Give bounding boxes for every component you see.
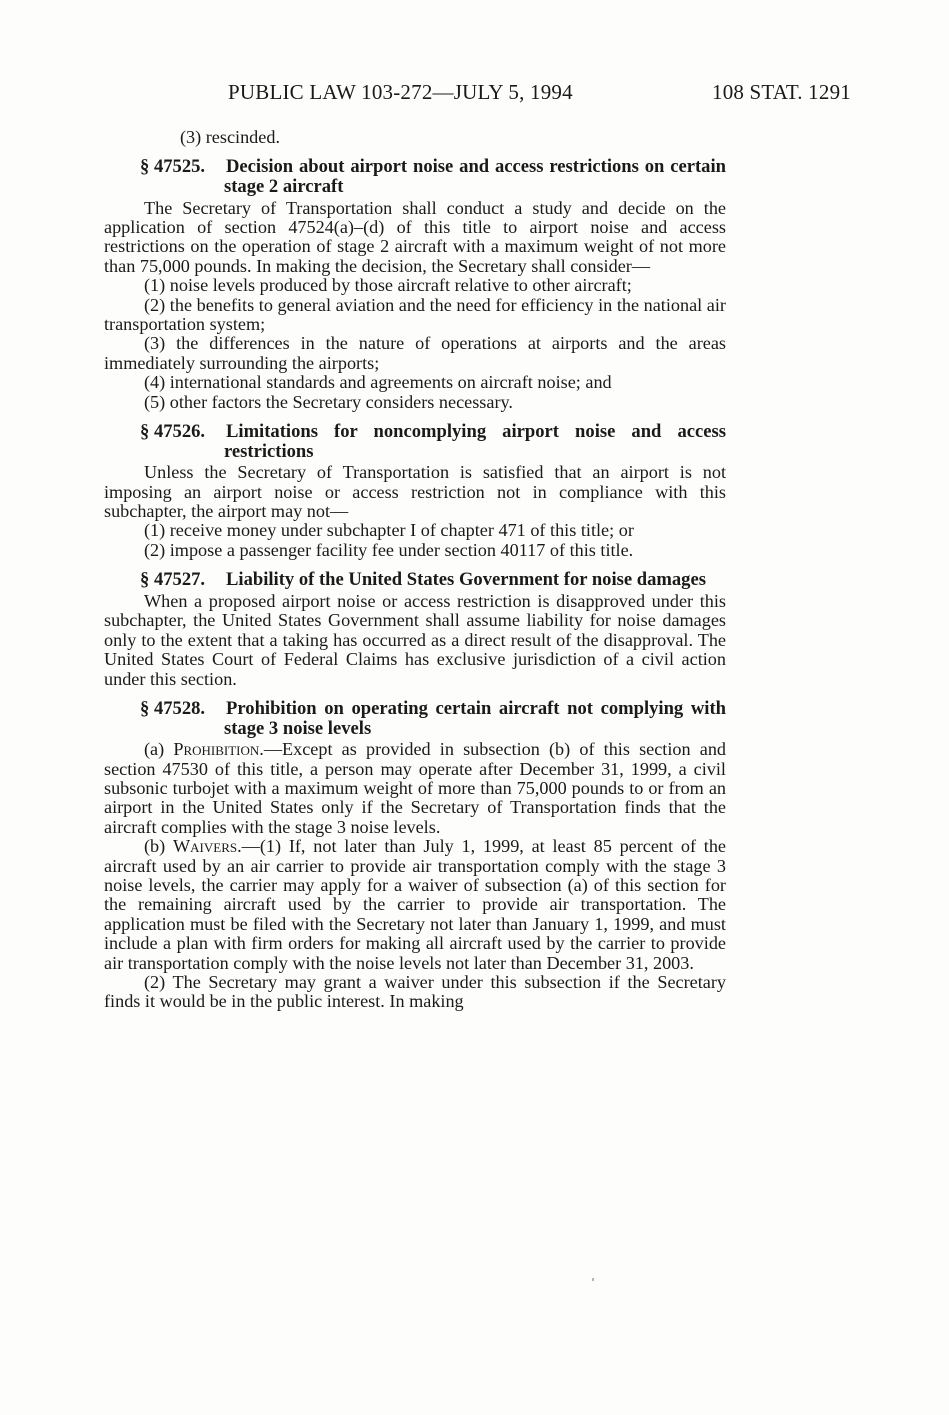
scan-speck <box>592 1278 594 1281</box>
law-title: PUBLIC LAW 103-272—JULY 5, 1994 <box>228 80 573 104</box>
section-title: Prohibition on operating certain aircraft not complying with stage 3 noise levels <box>224 697 726 739</box>
section-body-47525: The Secretary of Transportation shall conduct a study and decide on the application of section 47524(a)–(d) of this title to airport noise and access restrictions on the operation of stage 2 aircraft with a maximum weight of not more than 75,000 pounds. In making the decision, the Secretary shall consider— <box>104 197 726 276</box>
list-item: (4) international standards and agreements on aircraft noise; and <box>144 372 612 393</box>
subsection-label: (a) <box>144 739 174 760</box>
section-heading-47527 <box>104 570 726 590</box>
subsection-a <box>104 740 726 837</box>
running-head <box>0 80 949 110</box>
subsection-b <box>104 837 726 973</box>
section-number: § 47528. <box>140 697 206 719</box>
list-item: (2) the benefits to general aviation and the need for efficiency in the national air transportation system; <box>104 294 726 335</box>
subsection-caption: Waivers. <box>172 836 242 857</box>
list-item: (2) impose a passenger facility fee under section 40117 of this title. <box>144 539 634 560</box>
list-item: (3) the differences in the nature of operations at airports and the areas immediately surrounding the airports; <box>104 333 726 373</box>
section-body-47527: When a proposed airport noise or access restriction is disapproved under this subchapter, the United States Government shall assume liability for noise damages only to the extent that a taking has occurred as a direct result of the disapproval. The United States Court of Federal Claims has exclusive jurisdiction of a civil action under this section. <box>104 590 726 689</box>
section-number: § 47526. <box>140 421 206 443</box>
subsection-text: —Except as provided in subsection (b) of this section and section 47530 of this title, a person may operate after December 31, 1999, a civil subsonic turbojet with a maximum weight of more than 75,000 pounds to or from an airport in the United States only if the Secretary of Transportation finds that the aircraft complies with the stage 3 noise levels. <box>104 739 727 837</box>
document-body <box>104 128 726 1012</box>
section-heading-47528 <box>104 699 726 738</box>
subsection-label: (b) <box>144 836 173 857</box>
subsection-caption: Prohibition. <box>173 739 264 760</box>
list-item: (1) noise levels produced by those aircraft relative to other aircraft; <box>144 275 632 296</box>
trailing-paragraph: (2) The Secretary may grant a waiver under this subsection if the Secretary finds it would be in the public interest. In making <box>104 971 726 1012</box>
subsection-text: —(1) If, not later than July 1, 1999, at least 85 percent of the aircraft used by an air carrier to provide air transportation comply with the stage 3 noise levels, the carrier may apply for a waiver of subsection (a) of this section for the remaining aircraft used by the carrier to provide air transportation. The application must be filed with the Secretary not later than January 1, 1999, and must include a plan with firm orders for making all aircraft used by the carrier to provide air transportation comply with the noise levels not later than December 31, 2003. <box>104 836 726 973</box>
section-heading-47526 <box>104 422 726 461</box>
section-title: Limitations for noncomplying airport noise and access restrictions <box>224 421 726 462</box>
list-item: (1) receive money under subchapter I of chapter 471 of this title; or <box>144 520 634 541</box>
list-item: (5) other factors the Secretary considers necessary. <box>144 391 513 412</box>
statute-reference: 108 STAT. 1291 <box>712 80 851 104</box>
section-number: § 47527. <box>140 569 206 591</box>
section-title: Liability of the United States Government for noise damages <box>226 569 706 591</box>
intro-line: (3) rescinded. <box>180 127 280 147</box>
section-title: Decision about airport noise and access restrictions on certain stage 2 aircraft <box>224 156 726 197</box>
section-heading-47525 <box>104 157 726 196</box>
section-number: § 47525. <box>140 156 206 178</box>
section-body-47526: Unless the Secretary of Transportation is satisfied that an airport is not imposing an airport noise or access restriction not in compliance with this subchapter, the airport may not— <box>104 462 726 522</box>
